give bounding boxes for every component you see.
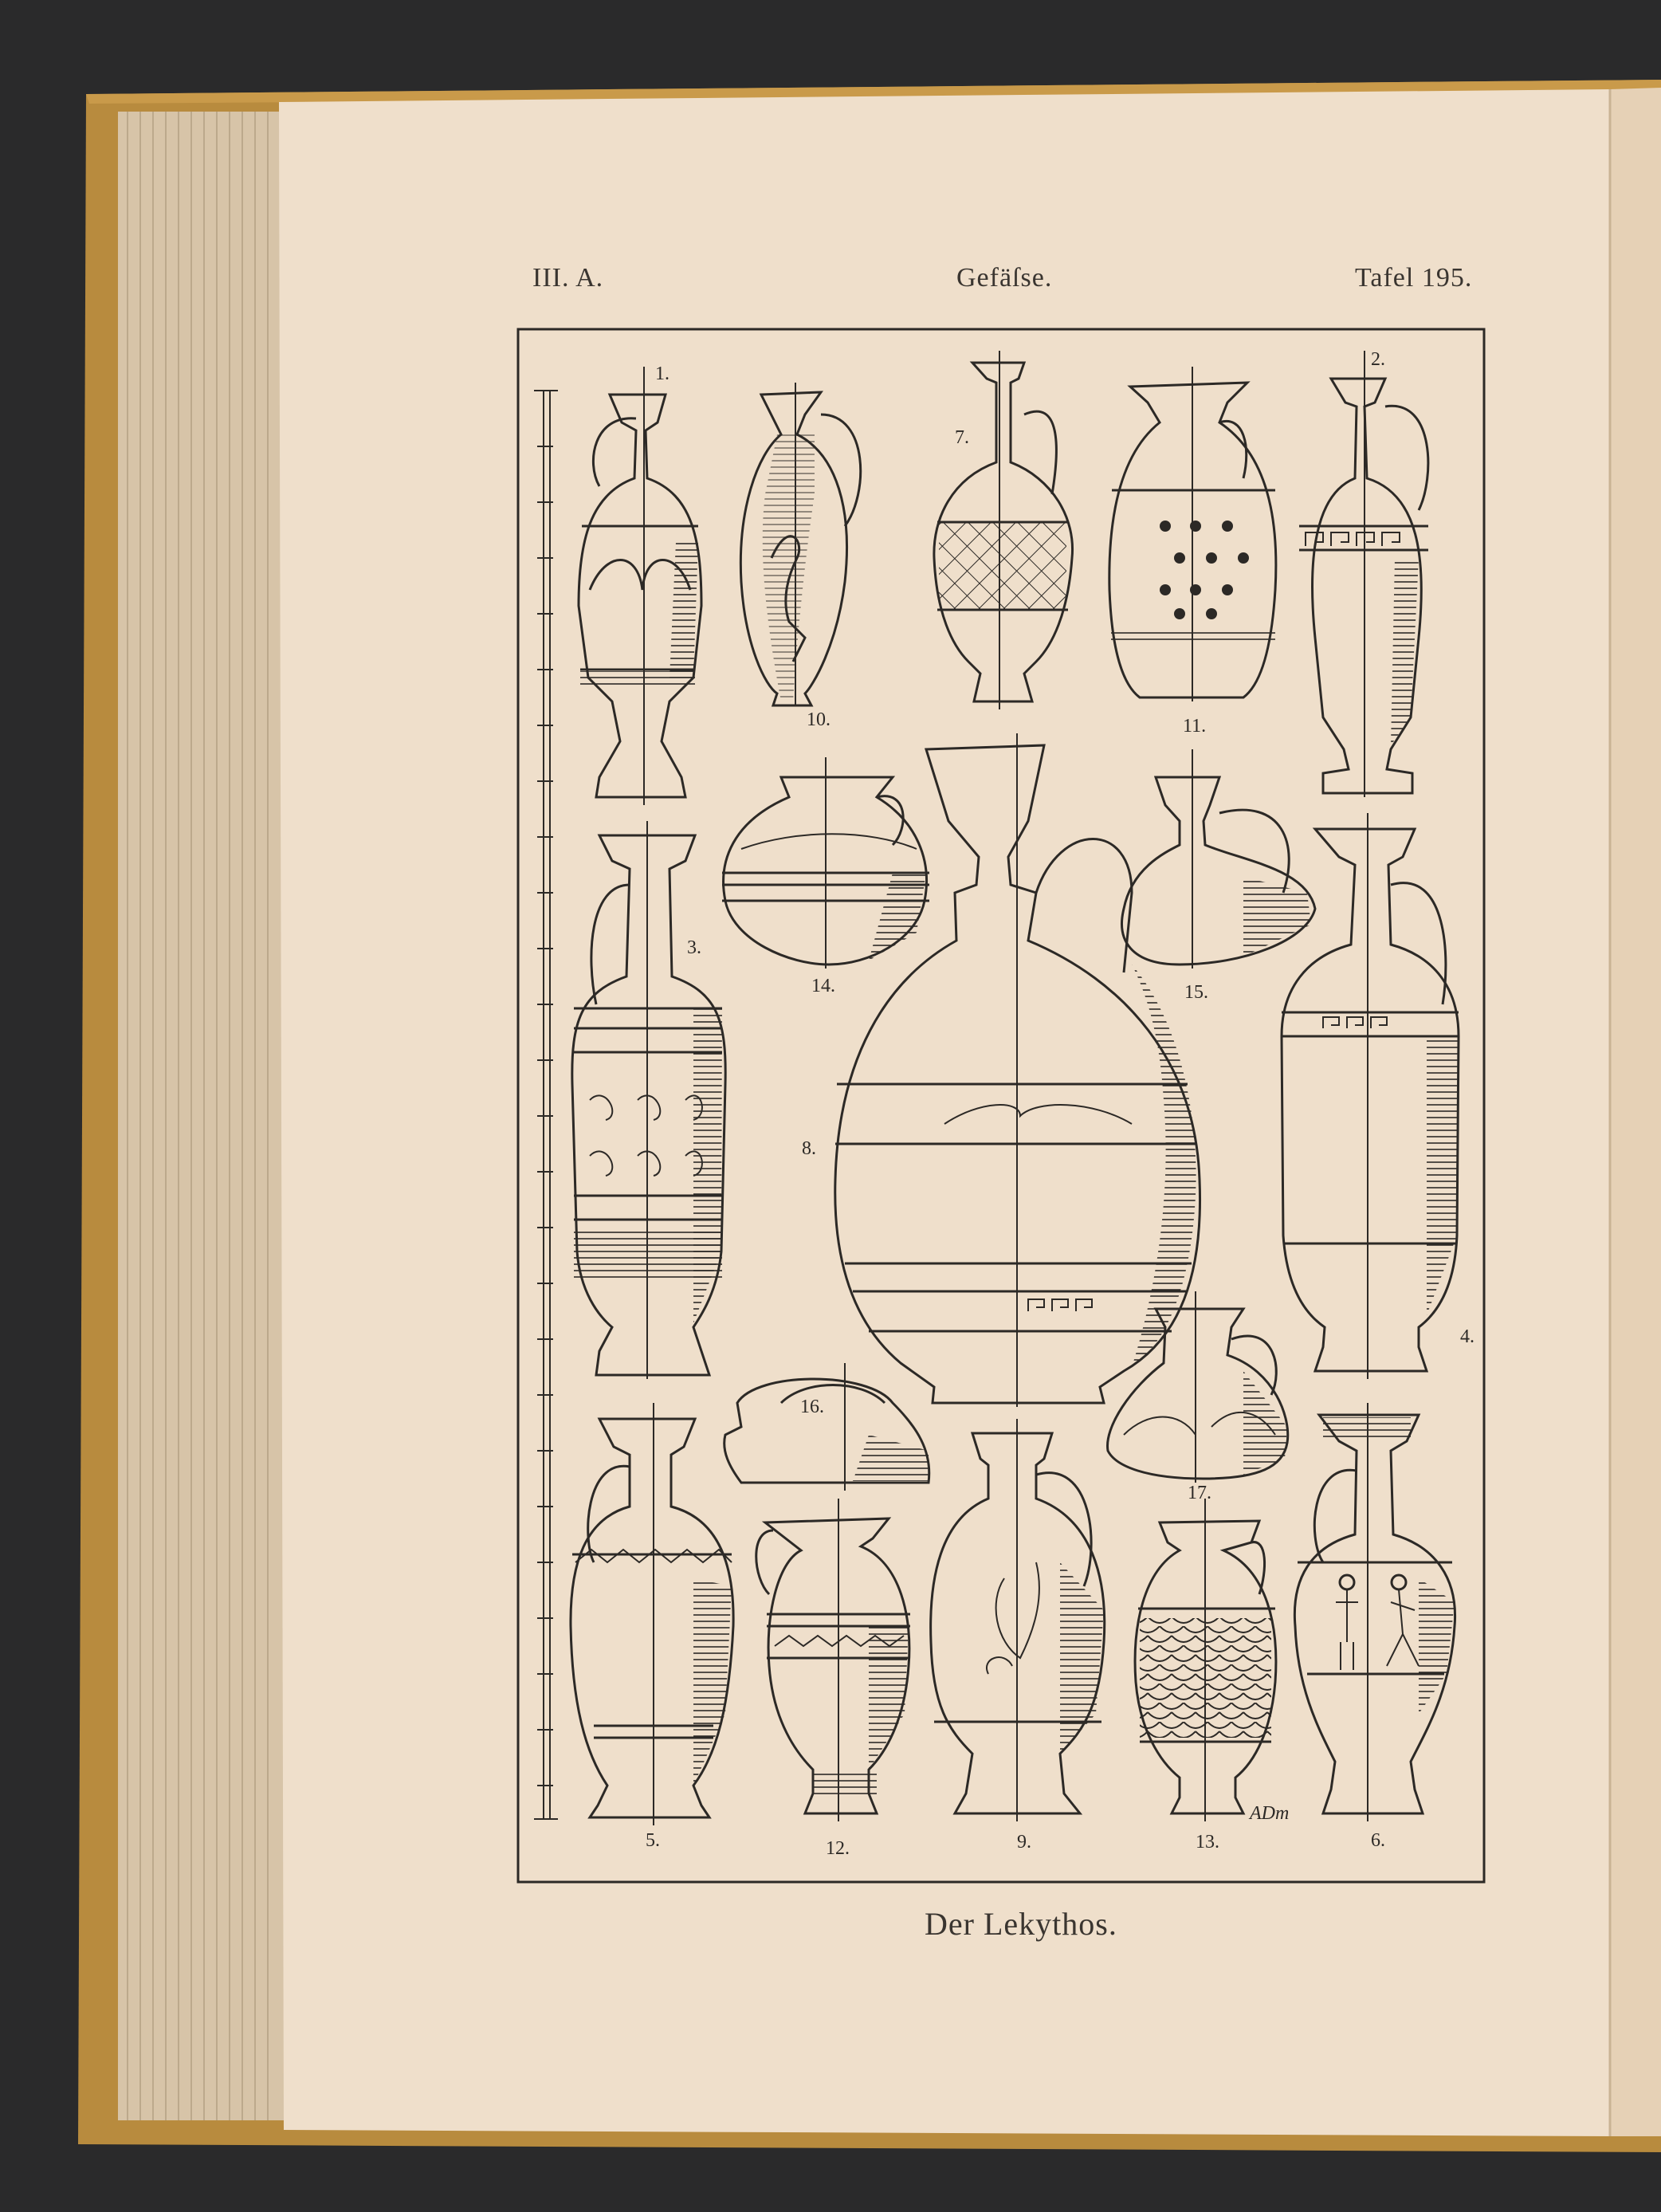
artist-signature: ADm <box>1250 1803 1290 1824</box>
label-6: 6. <box>1371 1830 1385 1851</box>
label-9: 9. <box>1017 1832 1031 1853</box>
label-11: 11. <box>1183 716 1207 737</box>
label-13: 13. <box>1196 1832 1219 1853</box>
header-title: Gefäſse. <box>956 263 1053 293</box>
label-14: 14. <box>811 976 835 996</box>
next-page-edge <box>1610 88 1661 2136</box>
label-4: 4. <box>1460 1326 1474 1347</box>
label-1: 1. <box>655 363 670 384</box>
label-12: 12. <box>826 1838 850 1859</box>
label-7: 7. <box>955 427 969 448</box>
label-8: 8. <box>802 1138 816 1159</box>
label-15: 15. <box>1184 982 1208 1003</box>
label-2: 2. <box>1371 349 1385 370</box>
label-3: 3. <box>687 937 701 958</box>
label-10: 10. <box>807 709 830 730</box>
plate-caption: Der Lekythos. <box>925 1906 1117 1942</box>
label-16: 16. <box>800 1397 824 1417</box>
label-17: 17. <box>1188 1483 1211 1503</box>
label-5: 5. <box>646 1830 660 1851</box>
header-section: III. A. <box>532 263 604 293</box>
page <box>279 89 1610 2136</box>
page-edges <box>118 112 285 2120</box>
header-plate-number: Tafel 195. <box>1355 263 1473 293</box>
